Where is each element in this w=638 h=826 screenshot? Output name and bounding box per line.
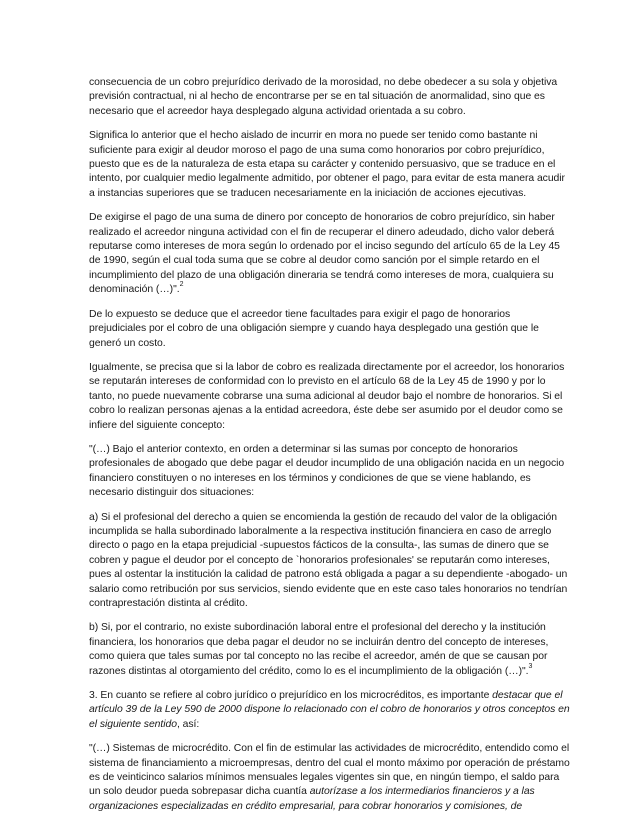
paragraph-4 <box>89 308 554 351</box>
paragraph-8 <box>89 621 554 679</box>
text-line: suficiente para exigir al deudor moroso el pago de una suma como honorarios por cobro prejurídico, <box>89 144 545 156</box>
footnote-marker: 2 <box>179 281 184 289</box>
text-line: De lo expuesto se deduce que el acreedor tiene facultades para exigir el pago de honorarios <box>89 308 511 320</box>
text-line <box>89 662 554 679</box>
paragraph-7 <box>89 511 568 612</box>
text-line: puesto que es de la naturaleza de esta etapa su carácter y contenido persuasivo, que se traduce en el <box>89 159 556 171</box>
text-line: necesario que el acreedor haya desplegado alguna actividad orientada a su cobro. <box>89 105 466 117</box>
paragraph-5 <box>89 361 565 433</box>
text-line: se reputarán intereses de conformidad con lo previsto en el artículo 68 de la Ley 45 de 1990 y por lo <box>89 376 546 388</box>
paragraph-10 <box>89 742 570 814</box>
text-line: como quiera que tales sumas por tal concepto no las recibe el acreedor, amén de que se causan por <box>89 651 548 663</box>
text-line: Igualmente, se precisa que si la labor de cobro es realizada directamente por el acreedor, los honorarios <box>89 361 565 373</box>
text-line: cobro lo realizan personas ajenas a la entidad acreedora, éste debe ser asumido por el deudor como se <box>89 405 563 417</box>
text-line: financiera, los honorarios que deba pagar el deudor no se incluirán dentro del concepto de intereses, <box>89 636 549 648</box>
italic-fragment: el siguiente sentido <box>89 718 177 730</box>
text-line: previsión contractual, ni al hecho de encontrarse per se en tal situación de anormalidad, sino que es <box>89 91 545 103</box>
text-line: consecuencia de un cobro prejurídico derivado de la morosidad, no debe obedecer a su sola y objetiva <box>89 77 558 88</box>
footnote-marker: 3 <box>528 662 533 670</box>
text-line <box>89 718 554 732</box>
text-fragment: 3. En cuanto se refiere al cobro jurídico o prejurídico en los microcréditos, es importante <box>89 690 493 702</box>
text-line <box>89 689 563 703</box>
text-line: es de veinticinco salarios mínimos mensuales legales vigentes sin que, en ningún tiempo, el saldo para <box>89 772 560 784</box>
text-line: profesionales de abogado que debe pagar el deudor incumplido de una obligación nacida en un negocio <box>89 458 565 470</box>
paragraph-2 <box>89 129 565 201</box>
text-line: financiero constituyen o no intereses en los términos y condiciones de que se viene hablando, es <box>89 472 531 484</box>
paragraph-6 <box>89 443 565 501</box>
text-fragment: , así: <box>176 718 200 730</box>
text-line: generó un costo. <box>89 337 166 349</box>
italic-fragment: destacar que el <box>492 690 563 702</box>
text-line: a instancias superiores que se traducen necesariamente en la iniciación de acciones ejecutivas. <box>89 187 527 199</box>
text-line: incumplida se halla subordinado laboralmente a la respectiva institución financiera en caso de arreglo <box>89 525 552 537</box>
text-line: tanto, no puede nuevamente cobrarse una suma adicional al deudor bajo el nombre de honorarios. Si el <box>89 390 563 402</box>
text-line: De exigirse el pago de una suma de dinero por concepto de honorarios de cobro prejurídico, sin haber <box>89 212 555 224</box>
text-line: directo o pago en la etapa prejudicial -supuestos fácticos de la consulta-, las sumas de dinero que se <box>89 540 549 552</box>
text-line: prejudiciales por el cobro de una obligación siempre y cuando haya desplegado una gestión que le <box>89 323 539 335</box>
text-fragment: razones distintas al otorgamiento del crédito, como lo es el incumplimiento de la obligación (…)". <box>89 665 529 677</box>
text-line: reputarse como intereses de mora según lo ordenado por el inciso segundo del artículo 65 de la Ley 45 <box>89 241 560 253</box>
text-line: artículo 39 de la Ley 590 de 2000 dispone lo relacionado con el cobro de honorarios y otros conceptos en <box>89 704 570 716</box>
text-line: sistema de financiamiento a microempresas, dentro del cual el monto máximo por operación de préstamo <box>89 757 570 769</box>
text-line: contraprestación distinta al crédito. <box>89 598 248 609</box>
text-line: infiere del siguiente concepto: <box>89 419 225 431</box>
text-line: a) Si el profesional del derecho a quien se encomienda la gestión de recaudo del valor de la obligación <box>89 511 557 523</box>
text-line: cobren y pague el deudor por el concepto de `honorarios profesionales' se reputarán como intereses, <box>89 554 550 566</box>
text-line: incumplimiento del plazo de una obligación dineraria se tendrá como intereses de mora, cualquiera su <box>89 269 554 281</box>
text-line: b) Si, por el contrario, no existe subordinación laboral entre el profesional del derecho y la institución <box>89 622 546 634</box>
paragraph-1 <box>89 76 558 119</box>
text-line <box>89 785 554 799</box>
text-line: pues al ostentar la institución la calidad de patrono está obligada a pagar a su dependiente -abogado- un <box>89 569 568 581</box>
text-fragment: denominación (…)". <box>89 284 180 296</box>
text-line: necesario distinguir dos situaciones: <box>89 487 255 499</box>
text-line: "(…) Bajo el anterior contexto, en orden a determinar si las sumas por concepto de honorarios <box>89 443 518 455</box>
italic-fragment: autorízase a los intermediarios financieros y a las <box>309 786 535 798</box>
text-line: organizaciones especializadas en crédito empresarial, para cobrar honorarios y comisiones, de <box>89 800 523 812</box>
text-line <box>89 283 554 297</box>
text-line: realizado el acreedor ninguna actividad con el fin de recuperar el dinero adeudado, dicho valor deberá <box>89 226 555 238</box>
paragraph-3 <box>89 211 560 297</box>
text-line: intento, por cualquier medio legalmente admitido, por obtener el pago, para evitar de esta manera acudir <box>89 173 565 185</box>
text-line: Significa lo anterior que el hecho aislado de incurrir en mora no puede ser tenido como bastante ni <box>89 130 538 142</box>
text-fragment: un solo deudor pueda sobrepasar dicha cuantía <box>89 786 310 798</box>
text-line: salario como retribución por sus servicios, siendo evidente que en este caso tales honorarios no tendrían <box>89 583 568 595</box>
text-line: de 1990, según el cual toda suma que se cobre al deudor como sanción por el simple retardo en el <box>89 255 540 267</box>
paragraph-9 <box>89 689 570 732</box>
text-line: "(…) Sistemas de microcrédito. Con el fin de estimular las actividades de microcrédito, entendido como el <box>89 743 570 755</box>
